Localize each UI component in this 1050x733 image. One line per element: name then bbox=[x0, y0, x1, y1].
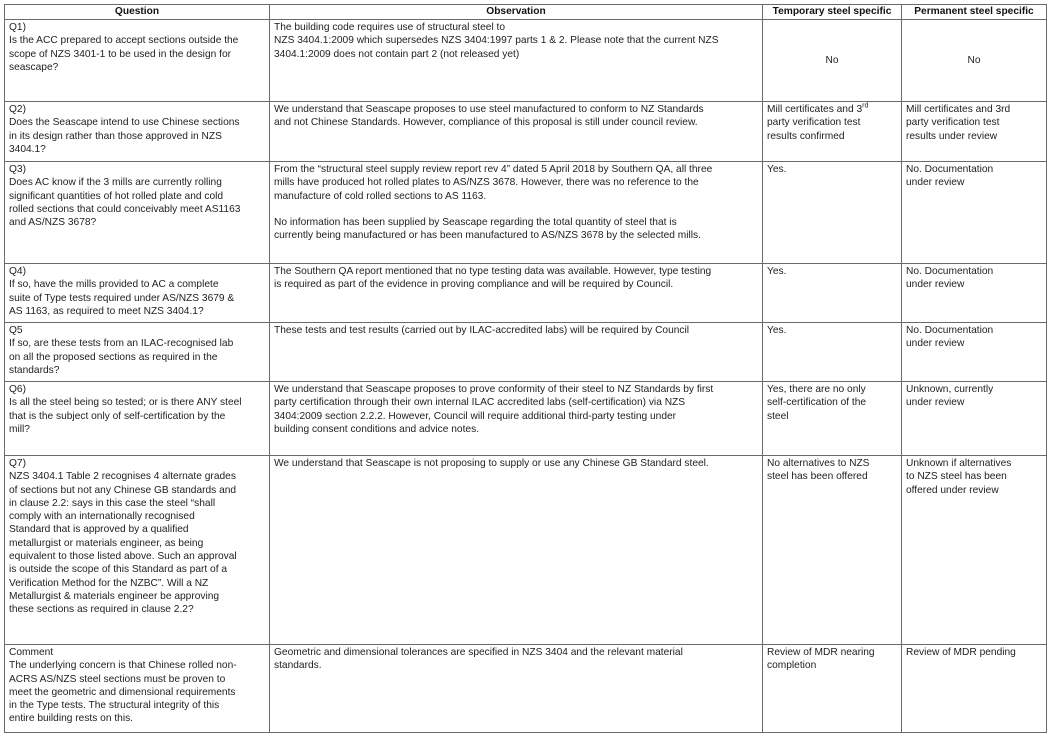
table-row-q7 bbox=[5, 456, 1047, 645]
observation-cell: These tests and test results (carried out by ILAC-accredited labs) will be required by Council bbox=[270, 323, 763, 382]
table-row-q2 bbox=[5, 102, 1047, 162]
table-row-q1 bbox=[5, 20, 1047, 102]
temporary-cell: Review of MDR nearing completion bbox=[763, 645, 902, 733]
header-permanent: Permanent steel specific bbox=[902, 5, 1047, 20]
table-row-q3 bbox=[5, 162, 1047, 264]
observation-cell: We understand that Seascape proposes to prove conformity of their steel to NZ Standards by first party certification through their own internal ILAC accredited labs (self-certification) via NZS 3404:2009 section 2.2.2. However, Council will require additional third-party testing under building consent conditions and advice notes. bbox=[270, 382, 763, 456]
permanent-cell: No. Documentation under review bbox=[902, 264, 1047, 323]
permanent-cell: Review of MDR pending bbox=[902, 645, 1047, 733]
question-cell: Q2) Does the Seascape intend to use Chinese sections in its design rather than those approved in NZS 3404.1? bbox=[5, 102, 270, 162]
temporary-cell: Yes, there are no only self-certification of the steel bbox=[763, 382, 902, 456]
temporary-cell: Yes. bbox=[763, 264, 902, 323]
steel-review-table bbox=[4, 4, 1047, 733]
observation-cell: Geometric and dimensional tolerances are specified in NZS 3404 and the relevant material standards. bbox=[270, 645, 763, 733]
table-row-q4 bbox=[5, 264, 1047, 323]
question-cell: Q1) Is the ACC prepared to accept sections outside the scope of NZS 3401-1 to be used in the design for seascape? bbox=[5, 20, 270, 102]
temporary-cell: Mill certificates and 3rd party verification test results confirmed bbox=[763, 102, 902, 162]
observation-cell: We understand that Seascape is not proposing to supply or use any Chinese GB Standard steel. bbox=[270, 456, 763, 645]
temporary-cell: Yes. bbox=[763, 162, 902, 264]
header-question: Question bbox=[5, 5, 270, 20]
question-cell: Q7) NZS 3404.1 Table 2 recognises 4 alternate grades of sections but not any Chinese GB standards and in clause 2.2: says in this case the steel “shall comply with an internationally recognised Standard that is approved by a qualified metallurgist or materials engineer, as being equivalent to those listed above. Such an approval is outside the scope of this Standard as part of a Verification Method for the NZBC”. Will a NZ Metallurgist & materials engineer be approving these sections as required in clause 2.2? bbox=[5, 456, 270, 645]
question-cell: Q4) If so, have the mills provided to AC a complete suite of Type tests required under AS/NZS 3679 & AS 1163, as required to meet NZS 3404.1? bbox=[5, 264, 270, 323]
observation-cell: We understand that Seascape proposes to use steel manufactured to conform to NZ Standards and not Chinese Standards. However, compliance of this proposal is still under council review. bbox=[270, 102, 763, 162]
temporary-cell: Yes. bbox=[763, 323, 902, 382]
question-cell: Q6) Is all the steel being so tested; or is there ANY steel that is the subject only of self-certification by the mill? bbox=[5, 382, 270, 456]
observation-cell: From the “structural steel supply review report rev 4” dated 5 April 2018 by Southern QA, all three mills have produced hot rolled plates to AS/NZS 3678. However, there was no reference to the manufacture of cold rolled sections to AS 1163. No information has been supplied by Seascape regarding the total quantity of steel that is currently being manufactured or has been manufactured to AS/NZS 3678 by the selected mills. bbox=[270, 162, 763, 264]
observation-cell: The building code requires use of structural steel to NZS 3404.1:2009 which supersedes NZS 3404:1997 parts 1 & 2. Please note that the current NZS 3404.1:2009 does not contain part 2 (not released yet) bbox=[270, 20, 763, 102]
header-row bbox=[5, 5, 1047, 20]
permanent-cell: Unknown, currently under review bbox=[902, 382, 1047, 456]
table-row-q6 bbox=[5, 382, 1047, 456]
permanent-cell: Unknown if alternatives to NZS steel has been offered under review bbox=[902, 456, 1047, 645]
header-temporary: Temporary steel specific bbox=[763, 5, 902, 20]
observation-cell: The Southern QA report mentioned that no type testing data was available. However, type testing is required as part of the evidence in proving compliance and will be required by Council. bbox=[270, 264, 763, 323]
permanent-cell: Mill certificates and 3rd party verification test results under review bbox=[902, 102, 1047, 162]
table-row-comment bbox=[5, 645, 1047, 733]
permanent-cell: No bbox=[902, 20, 1047, 102]
temporary-cell: No bbox=[763, 20, 902, 102]
question-cell: Q3) Does AC know if the 3 mills are currently rolling significant quantities of hot rolled plate and cold rolled sections that could conceivably meet AS1163 and AS/NZS 3678? bbox=[5, 162, 270, 264]
header-observation: Observation bbox=[270, 5, 763, 20]
permanent-cell: No. Documentation under review bbox=[902, 162, 1047, 264]
permanent-cell: No. Documentation under review bbox=[902, 323, 1047, 382]
table-row-q5 bbox=[5, 323, 1047, 382]
temporary-cell: No alternatives to NZS steel has been offered bbox=[763, 456, 902, 645]
question-cell: Q5 If so, are these tests from an ILAC-recognised lab on all the proposed sections as required in the standards? bbox=[5, 323, 270, 382]
question-cell: Comment The underlying concern is that Chinese rolled non- ACRS AS/NZS steel sections must be proven to meet the geometric and dimensional requirements in the Type tests. The structural integrity of this entire building rests on this. bbox=[5, 645, 270, 733]
